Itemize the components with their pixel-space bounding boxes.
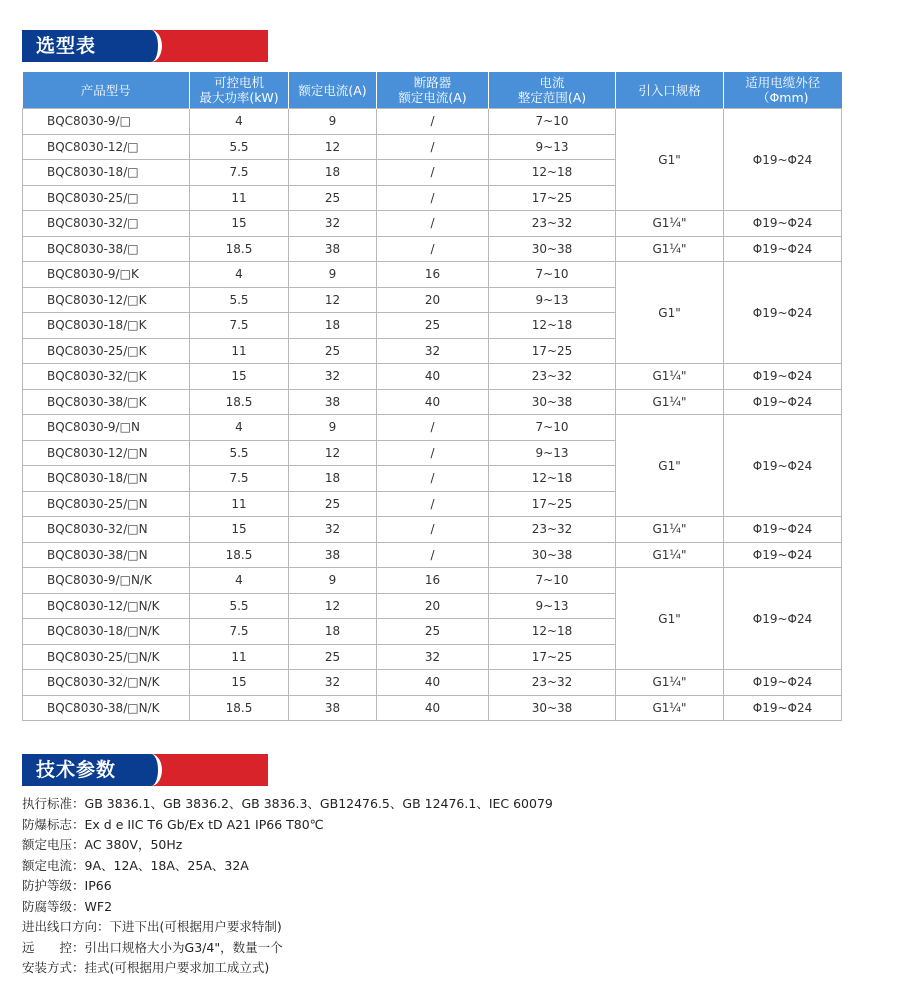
param-label: 远 控： [22,939,85,955]
param-row [22,815,842,836]
table-cell: 18 [289,466,377,492]
column-header-text: 适用电缆外径 [745,75,821,90]
table-cell: 40 [377,670,489,696]
table-cell: 5.5 [190,287,289,313]
table-cell: 38 [289,695,377,721]
table-cell: 25 [289,491,377,517]
table-cell: 18.5 [190,695,289,721]
model-cell: BQC8030-38/□ [23,236,190,262]
table-cell: 40 [377,389,489,415]
table-cell: 12 [289,134,377,160]
model-cell: BQC8030-9/□ [23,109,190,135]
table-cell: 20 [377,287,489,313]
column-header-text: 额定电流(A) [398,90,467,105]
table-cell: 5.5 [190,593,289,619]
table-cell: 25 [289,185,377,211]
table-cell: 9 [289,568,377,594]
param-row [22,897,842,918]
table-cell: 20 [377,593,489,619]
param-label: 安装方式： [22,960,85,975]
table-cell: 23~32 [489,364,616,390]
cable-diameter-cell: Φ19~Φ24 [724,262,842,364]
table-cell: / [377,134,489,160]
table-cell: 25 [377,619,489,645]
table-cell: 18 [289,313,377,339]
table-cell: 12 [289,287,377,313]
inlet-spec-cell: G1¼" [616,670,724,696]
table-cell: 12~18 [489,619,616,645]
table-cell: 7~10 [489,109,616,135]
model-cell: BQC8030-18/□K [23,313,190,339]
table-row [23,389,842,415]
cable-diameter-cell: Φ19~Φ24 [724,109,842,211]
table-row [23,568,842,594]
cable-diameter-cell: Φ19~Φ24 [724,364,842,390]
model-cell: BQC8030-38/□N [23,542,190,568]
table-cell: 9~13 [489,593,616,619]
column-header-text: 引入口规格 [638,82,701,98]
column-header [489,72,616,109]
table-cell: / [377,211,489,237]
column-header [377,72,489,109]
column-header-text: 断路器 [413,75,452,90]
table-cell: 16 [377,568,489,594]
column-header-text: 电流 [539,75,565,90]
table-cell: 30~38 [489,542,616,568]
section-title-params: 技术参数 [36,759,117,781]
inlet-spec-cell: G1" [616,262,724,364]
table-cell: 4 [190,568,289,594]
model-cell: BQC8030-32/□N/K [23,670,190,696]
table-cell: 15 [190,517,289,543]
table-cell: / [377,440,489,466]
table-cell: / [377,185,489,211]
table-cell: 5.5 [190,440,289,466]
param-value: 9A、12A、18A、25A、32A [84,857,249,873]
param-row [22,938,842,959]
table-cell: 32 [377,338,489,364]
param-label: 防护等级： [22,878,85,893]
table-cell: 18.5 [190,389,289,415]
inlet-spec-cell: G1" [616,568,724,670]
param-row [22,835,842,856]
table-cell: 17~25 [489,185,616,211]
cable-diameter-cell: Φ19~Φ24 [724,517,842,543]
table-cell: 15 [190,670,289,696]
table-cell: 7~10 [489,568,616,594]
table-cell: / [377,466,489,492]
table-cell: 7.5 [190,160,289,186]
param-label: 执行标准： [22,796,85,811]
column-header [190,72,289,109]
table-cell: 32 [289,517,377,543]
table-cell: 18 [289,160,377,186]
table-header-row [23,72,842,109]
table-cell: 9 [289,262,377,288]
column-header-text: 最大功率(kW) [199,90,279,105]
param-row [22,876,842,897]
table-cell: 38 [289,236,377,262]
param-label: 额定电压： [22,837,85,852]
model-cell: BQC8030-25/□K [23,338,190,364]
column-header-text: 额定电流(A) [298,82,367,98]
table-cell: 25 [289,644,377,670]
table-cell: / [377,236,489,262]
param-row [22,794,842,815]
column-header [23,72,190,109]
table-cell: 9~13 [489,440,616,466]
inlet-spec-cell: G1¼" [616,695,724,721]
model-cell: BQC8030-38/□K [23,389,190,415]
table-cell: 7~10 [489,262,616,288]
table-cell: 9 [289,109,377,135]
table-cell: 23~32 [489,517,616,543]
table-row [23,542,842,568]
table-cell: 32 [289,364,377,390]
table-cell: 9~13 [489,287,616,313]
table-cell: 25 [377,313,489,339]
param-label: 额定电流： [22,857,85,873]
table-row [23,415,842,441]
inlet-spec-cell: G1¼" [616,211,724,237]
cable-diameter-cell: Φ19~Φ24 [724,211,842,237]
table-cell: 16 [377,262,489,288]
table-cell: 9 [289,415,377,441]
table-row [23,211,842,237]
table-cell: 18 [289,619,377,645]
param-value: 引出口规格大小为G3/4"，数量一个 [84,939,283,955]
model-cell: BQC8030-18/□N [23,466,190,492]
table-cell: 32 [289,670,377,696]
param-value: 下进下出(可根据用户要求特制) [109,919,282,934]
model-cell: BQC8030-18/□ [23,160,190,186]
table-cell: 12~18 [489,466,616,492]
param-label: 防腐等级： [22,898,85,914]
cable-diameter-cell: Φ19~Φ24 [724,415,842,517]
table-cell: 11 [190,185,289,211]
table-cell: 40 [377,364,489,390]
inlet-spec-cell: G1¼" [616,389,724,415]
section-header-params [22,754,268,786]
table-cell: 23~32 [489,211,616,237]
inlet-spec-cell: G1¼" [616,517,724,543]
table-cell: 7.5 [190,619,289,645]
cable-diameter-cell: Φ19~Φ24 [724,568,842,670]
model-cell: BQC8030-32/□K [23,364,190,390]
column-header [289,72,377,109]
table-cell: 17~25 [489,644,616,670]
table-cell: 4 [190,415,289,441]
model-cell: BQC8030-12/□K [23,287,190,313]
param-value: WF2 [84,898,113,914]
table-cell: 15 [190,364,289,390]
cable-diameter-cell: Φ19~Φ24 [724,542,842,568]
table-cell: / [377,491,489,517]
column-header-text: 可控电机 [213,75,264,90]
table-cell: 9~13 [489,134,616,160]
table-cell: 5.5 [190,134,289,160]
table-cell: 32 [377,644,489,670]
param-value: GB 3836.1、GB 3836.2、GB 3836.3、GB12476.5、GB 12476.1、IEC 60079 [84,796,553,811]
model-cell: BQC8030-32/□ [23,211,190,237]
table-cell: 30~38 [489,236,616,262]
table-cell: 18.5 [190,542,289,568]
inlet-spec-cell: G1¼" [616,236,724,262]
inlet-spec-cell: G1¼" [616,364,724,390]
model-cell: BQC8030-32/□N [23,517,190,543]
table-row [23,364,842,390]
model-cell: BQC8030-38/□N/K [23,695,190,721]
table-cell: 12 [289,440,377,466]
model-cell: BQC8030-12/□N [23,440,190,466]
inlet-spec-cell: G1¼" [616,542,724,568]
inlet-spec-cell: G1" [616,109,724,211]
table-cell: 23~32 [489,670,616,696]
table-cell: / [377,415,489,441]
table-cell: 7.5 [190,313,289,339]
model-cell: BQC8030-9/□K [23,262,190,288]
param-value: 挂式(可根据用户要求加工成立式) [84,960,270,975]
table-row [23,695,842,721]
cable-diameter-cell: Φ19~Φ24 [724,389,842,415]
table-cell: / [377,542,489,568]
table-cell: 12~18 [489,160,616,186]
tech-params-list [22,794,842,979]
table-cell: 7.5 [190,466,289,492]
param-value: IP66 [84,878,112,893]
table-row [23,236,842,262]
param-label: 防爆标志： [22,816,85,832]
table-cell: 7~10 [489,415,616,441]
model-cell: BQC8030-18/□N/K [23,619,190,645]
model-cell: BQC8030-12/□N/K [23,593,190,619]
cable-diameter-cell: Φ19~Φ24 [724,236,842,262]
model-cell: BQC8030-12/□ [23,134,190,160]
model-cell: BQC8030-25/□ [23,185,190,211]
column-header-text: （Φmm) [756,90,809,105]
param-label: 进出线口方向： [22,919,110,934]
model-cell: BQC8030-25/□N/K [23,644,190,670]
table-cell: 11 [190,644,289,670]
table-cell: 11 [190,491,289,517]
table-cell: 4 [190,262,289,288]
column-header-text: 产品型号 [80,82,131,98]
section-header-selection [22,30,268,62]
table-cell: 12~18 [489,313,616,339]
param-row [22,958,842,979]
model-cell: BQC8030-9/□N/K [23,568,190,594]
cable-diameter-cell: Φ19~Φ24 [724,670,842,696]
model-cell: BQC8030-25/□N [23,491,190,517]
cable-diameter-cell: Φ19~Φ24 [724,695,842,721]
table-cell: 15 [190,211,289,237]
table-row [23,109,842,135]
table-cell: / [377,160,489,186]
table-cell: 32 [289,211,377,237]
param-row [22,856,842,877]
section-title-selection: 选型表 [36,35,97,57]
column-header [724,72,842,109]
table-row [23,670,842,696]
table-cell: / [377,517,489,543]
table-cell: 11 [190,338,289,364]
table-cell: 30~38 [489,389,616,415]
table-cell: 25 [289,338,377,364]
table-cell: 4 [190,109,289,135]
table-row [23,517,842,543]
column-header [616,72,724,109]
param-value: Ex d e IIC T6 Gb/Ex tD A21 IP66 T80℃ [84,816,324,832]
table-cell: 17~25 [489,338,616,364]
table-cell: 40 [377,695,489,721]
table-cell: 17~25 [489,491,616,517]
table-row [23,262,842,288]
param-row [22,917,842,938]
param-value: AC 380V，50Hz [84,837,183,852]
column-header-text: 整定范围(A) [517,90,587,105]
inlet-spec-cell: G1" [616,415,724,517]
table-cell: 30~38 [489,695,616,721]
table-cell: 12 [289,593,377,619]
model-cell: BQC8030-9/□N [23,415,190,441]
table-cell: 18.5 [190,236,289,262]
table-cell: 38 [289,389,377,415]
selection-table [22,72,842,721]
table-cell: / [377,109,489,135]
table-cell: 38 [289,542,377,568]
